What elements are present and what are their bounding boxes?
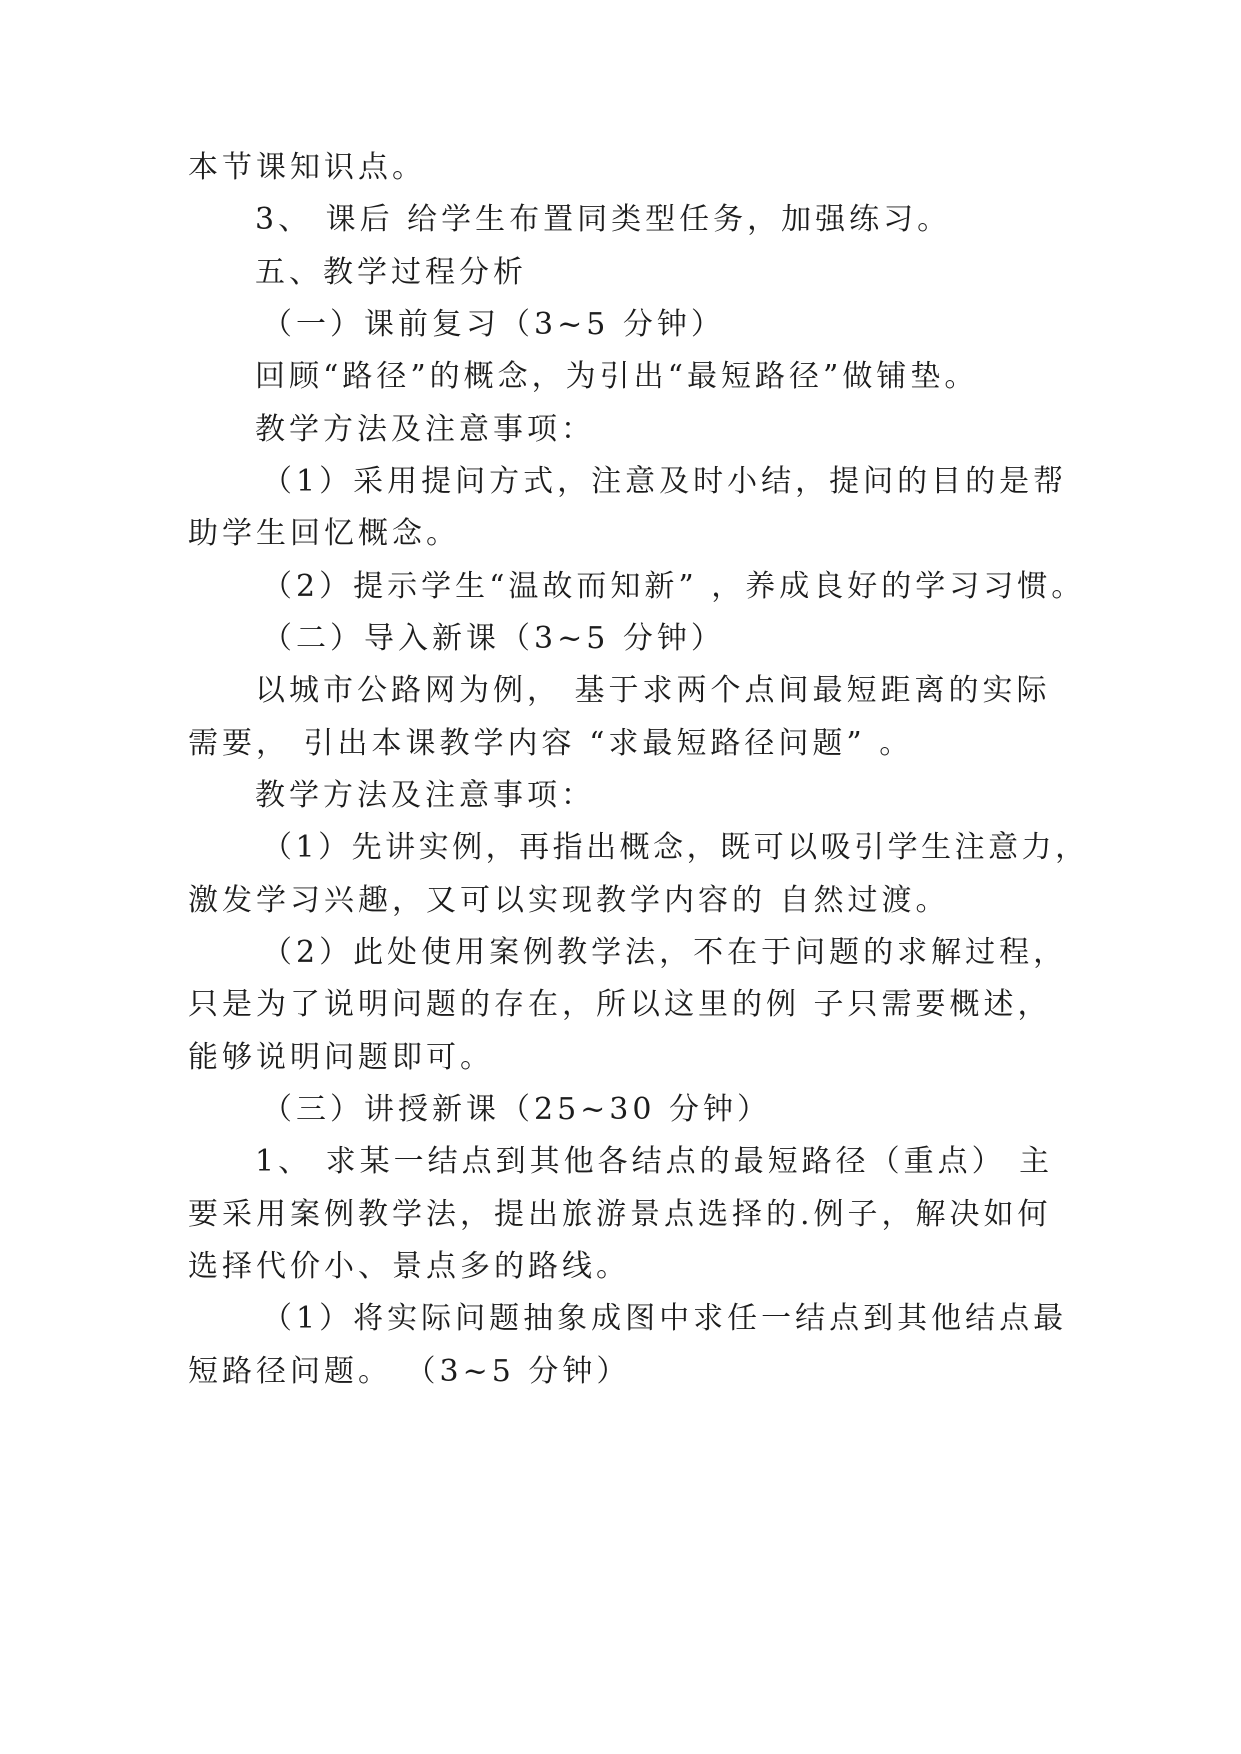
text-line: 只是为了说明问题的存在，所以这里的例 子只需要概述， <box>188 987 1052 1022</box>
text-line: 能够说明问题即可。 <box>188 1040 494 1075</box>
text-line: 教学方法及注意事项： <box>255 412 595 447</box>
section-heading: 五、教学过程分析 <box>255 255 527 290</box>
text-line: 教学方法及注意事项： <box>255 778 595 813</box>
text-line: 回顾“路径”的概念，为引出“最短路径”做铺垫。 <box>255 359 979 394</box>
text-line: 1、 求某一结点到其他各结点的最短路径（重点） 主 <box>255 1144 1054 1179</box>
text-line: 助学生回忆概念。 <box>188 516 460 551</box>
text-line: （1）先讲实例，再指出概念，既可以吸引学生注意力， <box>262 830 1089 865</box>
text-line: 选择代价小、景点多的路线。 <box>188 1249 630 1284</box>
text-line: （2）此处使用案例教学法，不在于问题的求解过程， <box>262 935 1068 970</box>
text-line: 需要， 引出本课教学内容 “求最短路径问题” 。 <box>188 726 914 761</box>
text-line: 3、 课后 给学生布置同类型任务，加强练习。 <box>255 202 952 237</box>
text-line: （1）采用提问方式，注意及时小结，提问的目的是帮 <box>262 464 1068 499</box>
text-line: 本节课知识点。 <box>188 150 426 185</box>
text-line: 短路径问题。 （3~5 分钟） <box>188 1354 631 1389</box>
subsection-heading: （三）讲授新课（25~30 分钟） <box>262 1092 772 1127</box>
text-line: （1）将实际问题抽象成图中求任一结点到其他结点最 <box>262 1301 1068 1336</box>
text-line: 激发学习兴趣，又可以实现教学内容的 自然过渡。 <box>188 883 950 918</box>
text-line: （2）提示学生“温故而知新” ，养成良好的学习习惯。 <box>262 569 1086 604</box>
subsection-heading: （二）导入新课（3~5 分钟） <box>262 621 725 656</box>
text-line: 以城市公路网为例， 基于求两个点间最短距离的实际 <box>255 673 1051 708</box>
text-line: 要采用案例教学法，提出旅游景点选择的.例子，解决如何 <box>188 1197 1052 1232</box>
subsection-heading: （一）课前复习（3~5 分钟） <box>262 307 725 342</box>
